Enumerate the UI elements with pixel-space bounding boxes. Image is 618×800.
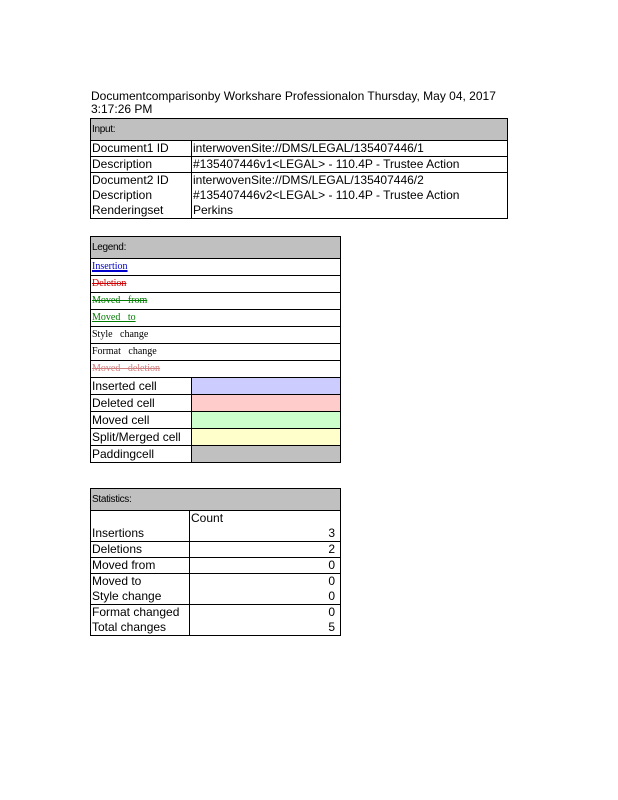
input-value: interwovenSite://DMS/LEGAL/135407446/1 xyxy=(192,141,508,157)
legend-cell-label: Paddingcell xyxy=(91,446,192,463)
stats-value: 3 xyxy=(190,526,341,542)
legend-style-moved-deletion: Moved deletion xyxy=(91,361,341,378)
legend-cell-swatch-deleted xyxy=(192,395,341,412)
legend-cell-swatch-inserted xyxy=(192,378,341,395)
stats-label: Format changed xyxy=(91,605,190,621)
stats-corner xyxy=(91,511,190,527)
stats-count-header: Count xyxy=(190,511,341,527)
stats-value: 0 xyxy=(190,558,341,574)
stats-value: 0 xyxy=(190,589,341,605)
input-value: Perkins xyxy=(192,203,508,219)
stats-label: Moved to xyxy=(91,574,190,590)
legend-header: Legend: xyxy=(91,237,341,259)
stats-value: 2 xyxy=(190,542,341,558)
legend-cell-swatch-padding xyxy=(192,446,341,463)
legend-table xyxy=(90,236,341,463)
stats-value: 5 xyxy=(190,620,341,636)
input-key: Document1 ID xyxy=(91,141,192,157)
input-value: interwovenSite://DMS/LEGAL/135407446/2 xyxy=(192,173,508,189)
stats-label: Style change xyxy=(91,589,190,605)
stats-value: 0 xyxy=(190,605,341,621)
legend-cell-label: Deleted cell xyxy=(91,395,192,412)
legend-cell-swatch-moved xyxy=(192,412,341,429)
legend-cell-label: Moved cell xyxy=(91,412,192,429)
input-key: Document2 ID xyxy=(91,173,192,189)
statistics-header: Statistics: xyxy=(91,489,341,511)
legend-style-style-change: Style change xyxy=(91,327,341,344)
legend-style-moved-from: Moved from xyxy=(91,293,341,310)
input-key: Description xyxy=(91,188,192,203)
input-key: Description xyxy=(91,157,192,173)
page-title: Documentcomparisonby Workshare Professionalon Thursday, May 04, 2017 3:17:26 PM xyxy=(91,89,496,116)
legend-style-deletion: Deletion xyxy=(91,276,341,293)
input-table xyxy=(90,118,508,219)
input-key: Renderingset xyxy=(91,203,192,219)
legend-cell-swatch-split-merged xyxy=(192,429,341,446)
legend-cell-label: Split/Merged cell xyxy=(91,429,192,446)
stats-label: Deletions xyxy=(91,542,190,558)
stats-label: Moved from xyxy=(91,558,190,574)
stats-label: Total changes xyxy=(91,620,190,636)
legend-style-moved-to: Moved to xyxy=(91,310,341,327)
stats-label: Insertions xyxy=(91,526,190,542)
statistics-table xyxy=(90,488,341,636)
legend-style-insertion: Insertion xyxy=(91,259,341,276)
input-header: Input: xyxy=(91,119,508,141)
input-value: #135407446v2<LEGAL> - 110.4P - Trustee Action xyxy=(192,188,508,203)
legend-style-format-change: Format change xyxy=(91,344,341,361)
legend-cell-label: Inserted cell xyxy=(91,378,192,395)
stats-value: 0 xyxy=(190,574,341,590)
input-value: #135407446v1<LEGAL> - 110.4P - Trustee Action xyxy=(192,157,508,173)
